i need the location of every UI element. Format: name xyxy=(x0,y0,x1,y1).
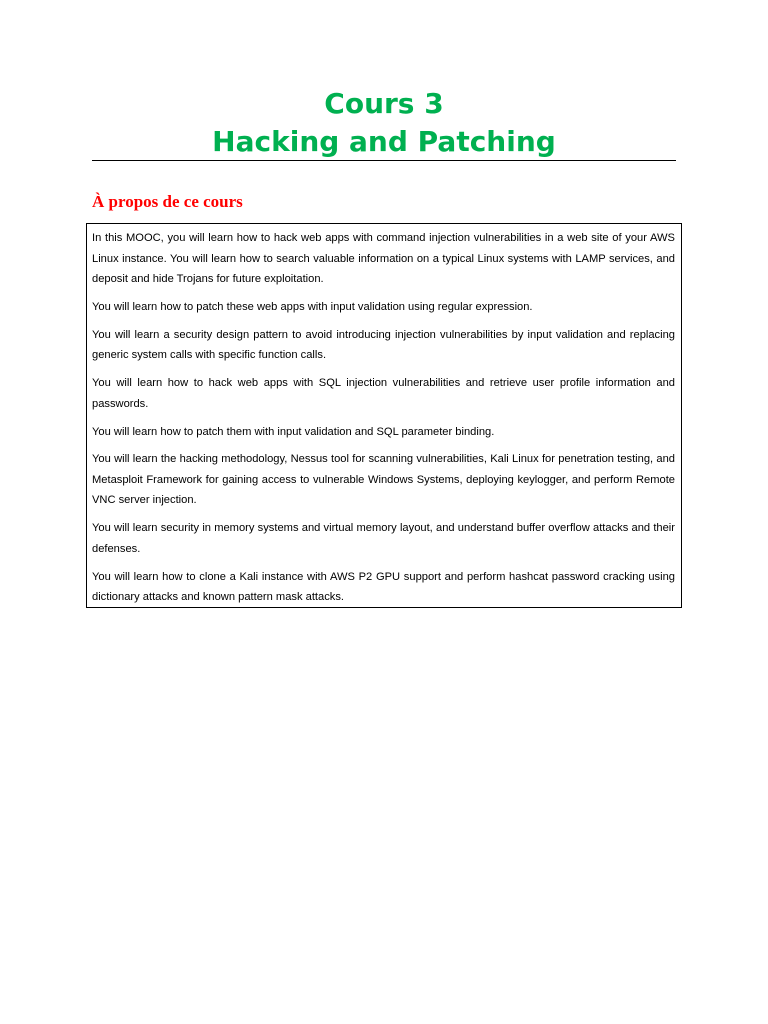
course-title: Hacking and Patching xyxy=(212,125,556,158)
description-paragraph: You will learn the hacking methodology, Nessus tool for scanning vulnerabilities, Kali Linux for penetration testing, and Metasploit Framework for gaining access to vulnerable Windows Systems, deploying keylogger, and perform Remote VNC server injection. xyxy=(92,453,675,507)
description-paragraph: You will learn security in memory systems and virtual memory layout, and understand buffer overflow attacks and their defenses. xyxy=(92,522,675,555)
description-paragraph: In this MOOC, you will learn how to hack web apps with command injection vulnerabilities in a web site of your AWS Linux instance. You will learn how to search valuable information on a typical Linux systems with LAMP services, and deposit and hide Trojans for future exploitation. xyxy=(92,232,675,286)
description-paragraph: You will learn a security design pattern to avoid introducing injection vulnerabilities by input validation and replacing generic system calls with specific function calls. xyxy=(92,328,675,362)
course-number-title: Cours 3 xyxy=(324,87,444,120)
description-paragraph: You will learn how to clone a Kali instance with AWS P2 GPU support and perform hashcat password cracking using dictionary attacks and known pattern mask attacks. xyxy=(92,570,675,604)
description-paragraph: You will learn how to patch them with input validation and SQL parameter binding. xyxy=(92,425,495,438)
title-underline xyxy=(92,160,676,161)
course-description-box xyxy=(86,223,682,608)
description-paragraph: You will learn how to hack web apps with SQL injection vulnerabilities and retrieve user profile information and passwords. xyxy=(92,377,675,410)
description-paragraph: You will learn how to patch these web apps with input validation using regular expression. xyxy=(92,300,533,313)
section-heading: À propos de ce cours xyxy=(92,192,243,211)
